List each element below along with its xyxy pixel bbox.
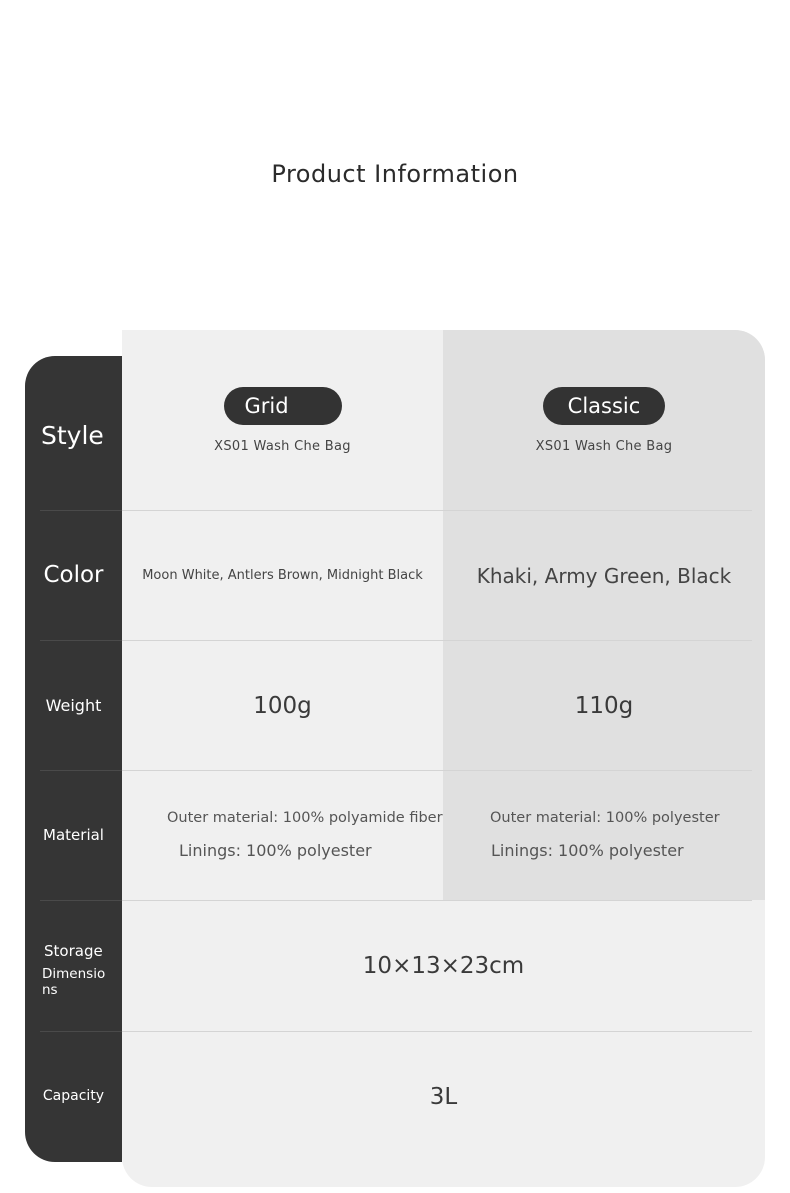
label-divider [40, 1031, 122, 1032]
grid-style-pill [224, 387, 342, 425]
classic-color-cell: Khaki, Army Green, Black [476, 563, 732, 588]
classic-material-outer: Outer material: 100% polyester [490, 810, 720, 826]
grid-style-cell [122, 370, 443, 470]
page-title: Product Information [271, 160, 519, 188]
label-divider [40, 510, 122, 511]
grid-model: XS01 Wash Che Bag [214, 438, 351, 454]
dimensions-cell: 10×13×23cm [362, 953, 525, 979]
grid-material-lining: Linings: 100% polyester [179, 841, 372, 860]
classic-style-cell [443, 370, 765, 470]
classic-weight-cell: 110g [574, 692, 634, 719]
label-divider [40, 770, 122, 771]
label-divider [40, 640, 122, 641]
label-capacity: Capacity [42, 1088, 105, 1104]
label-storage-dimensions [25, 930, 122, 1010]
grid-material-outer: Outer material: 100% polyamide fiber [167, 810, 443, 826]
label-storage-line2: Dimensio [42, 966, 106, 982]
row-divider [122, 770, 752, 771]
label-weight: Weight [45, 695, 102, 715]
label-material: Material [43, 826, 104, 844]
label-storage-line1: Storage [44, 942, 103, 960]
classic-style-pill [543, 387, 665, 425]
grid-color-cell: Moon White, Antlers Brown, Midnight Black [142, 568, 423, 583]
label-color: Color [43, 562, 104, 588]
grid-style-name: Grid [244, 393, 289, 418]
label-storage-line3: ns [42, 982, 58, 998]
label-style: Style [41, 420, 104, 450]
classic-model: XS01 Wash Che Bag [535, 438, 673, 454]
classic-style-name: Classic [567, 393, 641, 418]
label-column [25, 356, 122, 1162]
label-divider [40, 900, 122, 901]
classic-material-lining: Linings: 100% polyester [491, 841, 684, 860]
capacity-cell: 3L [429, 1084, 458, 1110]
grid-weight-cell: 100g [253, 692, 312, 719]
